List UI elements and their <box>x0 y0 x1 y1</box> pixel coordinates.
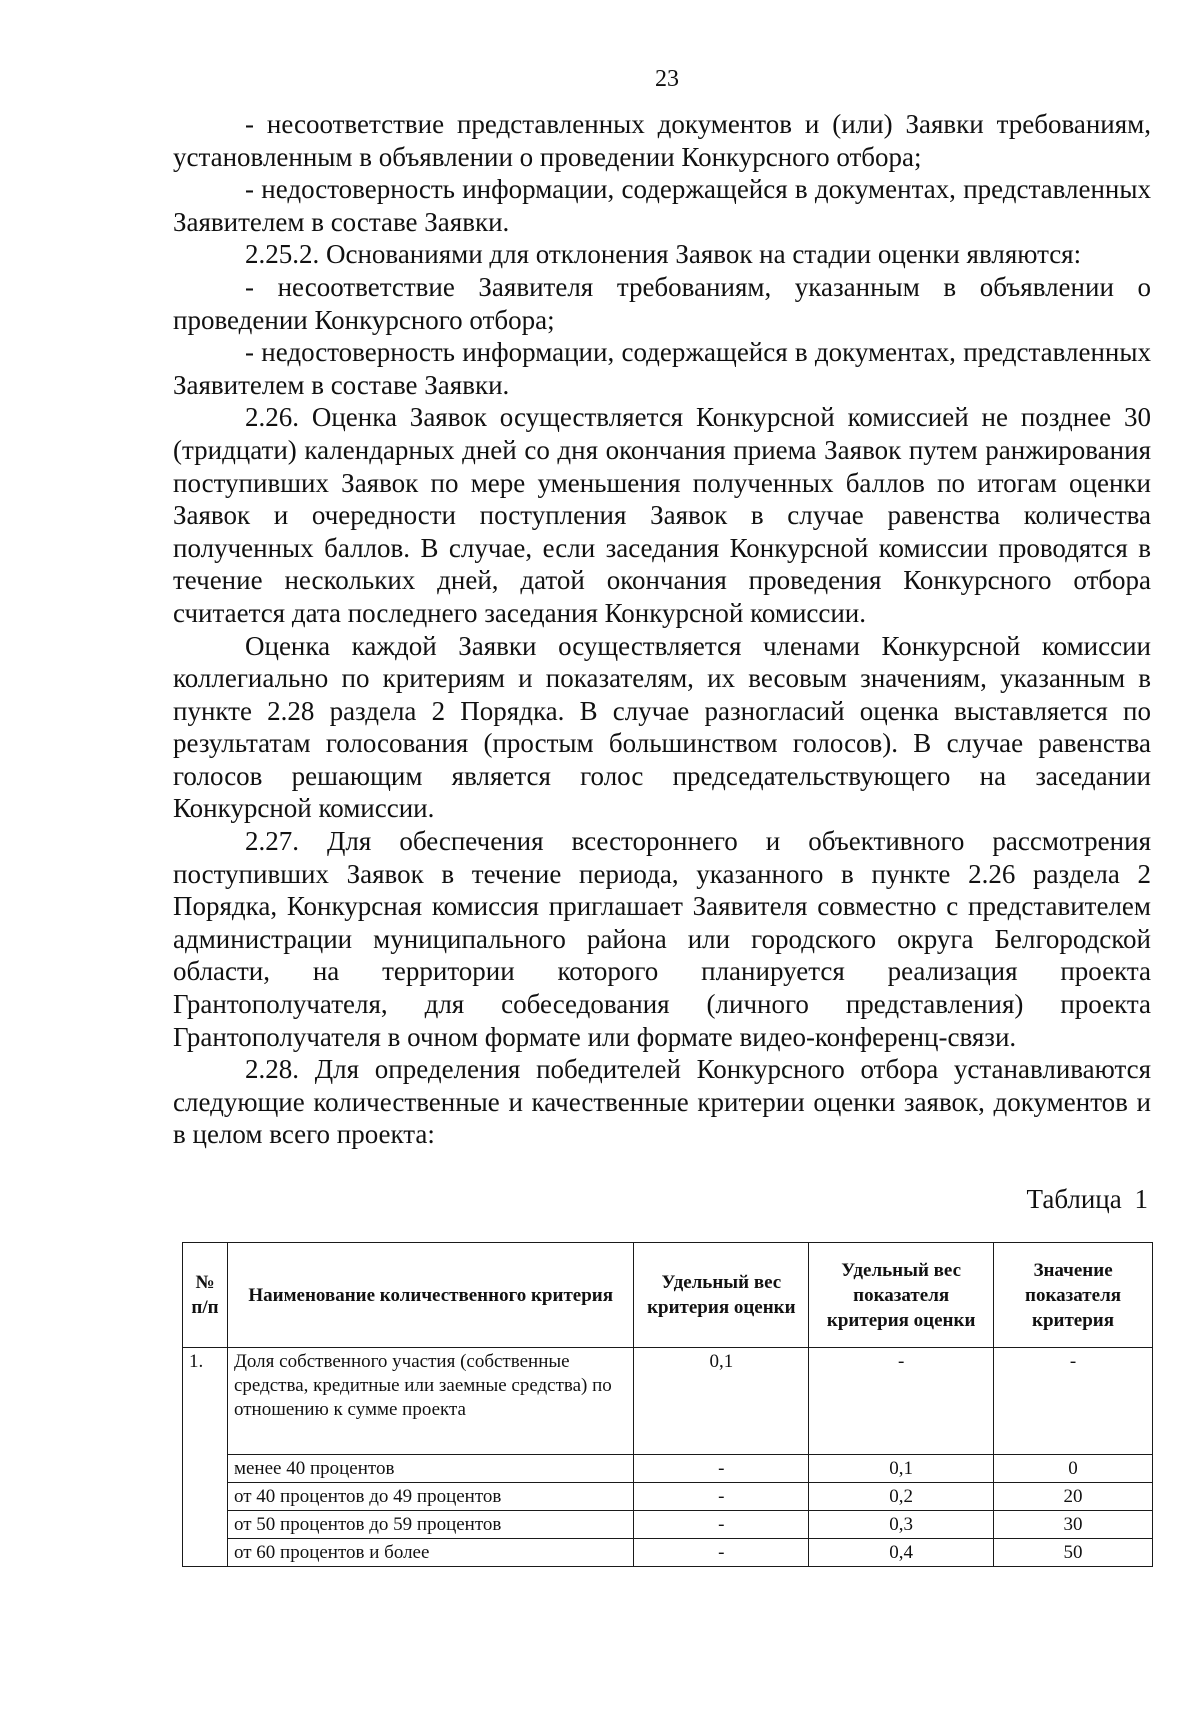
table-row <box>183 1455 1153 1483</box>
criteria-table <box>182 1242 1153 1567</box>
indicator-weight: 0,1 <box>809 1455 994 1483</box>
row-number: 1. <box>183 1348 228 1567</box>
paragraph: - недостоверность информации, содержащейся в документах, представленных Заявителем в составе Заявки. <box>173 337 1151 400</box>
table-header-row <box>183 1243 1153 1348</box>
paragraph: - несоответствие Заявителя требованиям, указанным в объявлении о проведении Конкурсного отбора; <box>173 271 1151 335</box>
indicator-value: 0 <box>994 1455 1153 1483</box>
table-row <box>183 1539 1153 1567</box>
criterion-weight: - <box>634 1455 809 1483</box>
paragraph: 2.25.2. Основаниями для отклонения Заявок на стадии оценки являются: <box>245 239 1082 270</box>
indicator-weight: - <box>809 1348 994 1455</box>
indicator-name: от 60 процентов и более <box>227 1539 633 1567</box>
indicator-value: 20 <box>994 1483 1153 1511</box>
header-number: № п/п <box>183 1243 228 1348</box>
criterion-weight: - <box>634 1511 809 1539</box>
criterion-weight: - <box>634 1539 809 1567</box>
header-indicator-weight: Удельный вес показателя критерия оценки <box>809 1243 994 1348</box>
paragraph: 2.27. Для обеспечения всестороннего и объективного рассмотрения поступивших Заявок в течение периода, указанного в пункте 2.26 раздела 2 Порядка, Конкурсная комиссия приглашает Заявителя совместно с представителем администрации муниципального района или городского округа Белгородской области, на территории которого планируется реализация проекта Грантополучателя, для собеседования (личного представления) проекта Грантополучателя в очном формате или формате видео-конференц-связи. <box>173 826 1151 1052</box>
table-row <box>183 1483 1153 1511</box>
indicator-weight: 0,3 <box>809 1511 994 1539</box>
indicator-weight: 0,4 <box>809 1539 994 1567</box>
header-criterion-name: Наименование количественного критерия <box>227 1243 633 1348</box>
header-indicator-value: Значение показателя критерия <box>994 1243 1153 1348</box>
indicator-value: 30 <box>994 1511 1153 1539</box>
criterion-weight: - <box>634 1483 809 1511</box>
indicator-value: 50 <box>994 1539 1153 1567</box>
indicator-name: от 40 процентов до 49 процентов <box>227 1483 633 1511</box>
page-number: 23 <box>655 66 679 92</box>
table-caption: Таблица 1 <box>1026 1184 1148 1214</box>
criterion-weight: 0,1 <box>634 1348 809 1455</box>
indicator-value: - <box>994 1348 1153 1455</box>
indicator-weight: 0,2 <box>809 1483 994 1511</box>
paragraph: 2.26. Оценка Заявок осуществляется Конкурсной комиссией не позднее 30 (тридцати) календарных дней со дня окончания приема Заявок путем ранжирования поступивших Заявок по мере уменьшения полученных баллов по итогам оценки Заявок и очередности поступления Заявок в случае равенства количества полученных баллов. В случае, если заседания Конкурсной комиссии проводятся в течение нескольких дней, датой окончания проведения Конкурсного отбора считается дата последнего заседания Конкурсной комиссии. <box>173 402 1151 628</box>
table-row <box>183 1348 1153 1455</box>
paragraph: - недостоверность информации, содержащейся в документах, представленных Заявителем в составе Заявки. <box>173 174 1151 237</box>
paragraph: Оценка каждой Заявки осуществляется членами Конкурсной комиссии коллегиально по критериям и показателям, их весовым значениям, указанным в пункте 2.28 раздела 2 Порядка. В случае разногласий оценка выставляется по результатам голосования (простым большинством голосов). В случае равенства голосов решающим является голос председательствующего на заседании Конкурсной комиссии. <box>173 630 1151 824</box>
document-body <box>173 108 1151 1151</box>
paragraph: - несоответствие представленных документов и (или) Заявки требованиям, установленным в объявлении о проведении Конкурсного отбора; <box>173 109 1151 172</box>
header-criterion-weight: Удельный вес критерия оценки <box>634 1243 809 1348</box>
indicator-name: от 50 процентов до 59 процентов <box>227 1511 633 1539</box>
indicator-name: менее 40 процентов <box>227 1455 633 1483</box>
table-row <box>183 1511 1153 1539</box>
criterion-name: Доля собственного участия (собственные средства, кредитные или заемные средства) по отношению к сумме проекта <box>227 1348 633 1455</box>
paragraph: 2.28. Для определения победителей Конкурсного отбора устанавливаются следующие количественные и качественные критерии оценки заявок, документов и в целом всего проекта: <box>173 1054 1151 1150</box>
